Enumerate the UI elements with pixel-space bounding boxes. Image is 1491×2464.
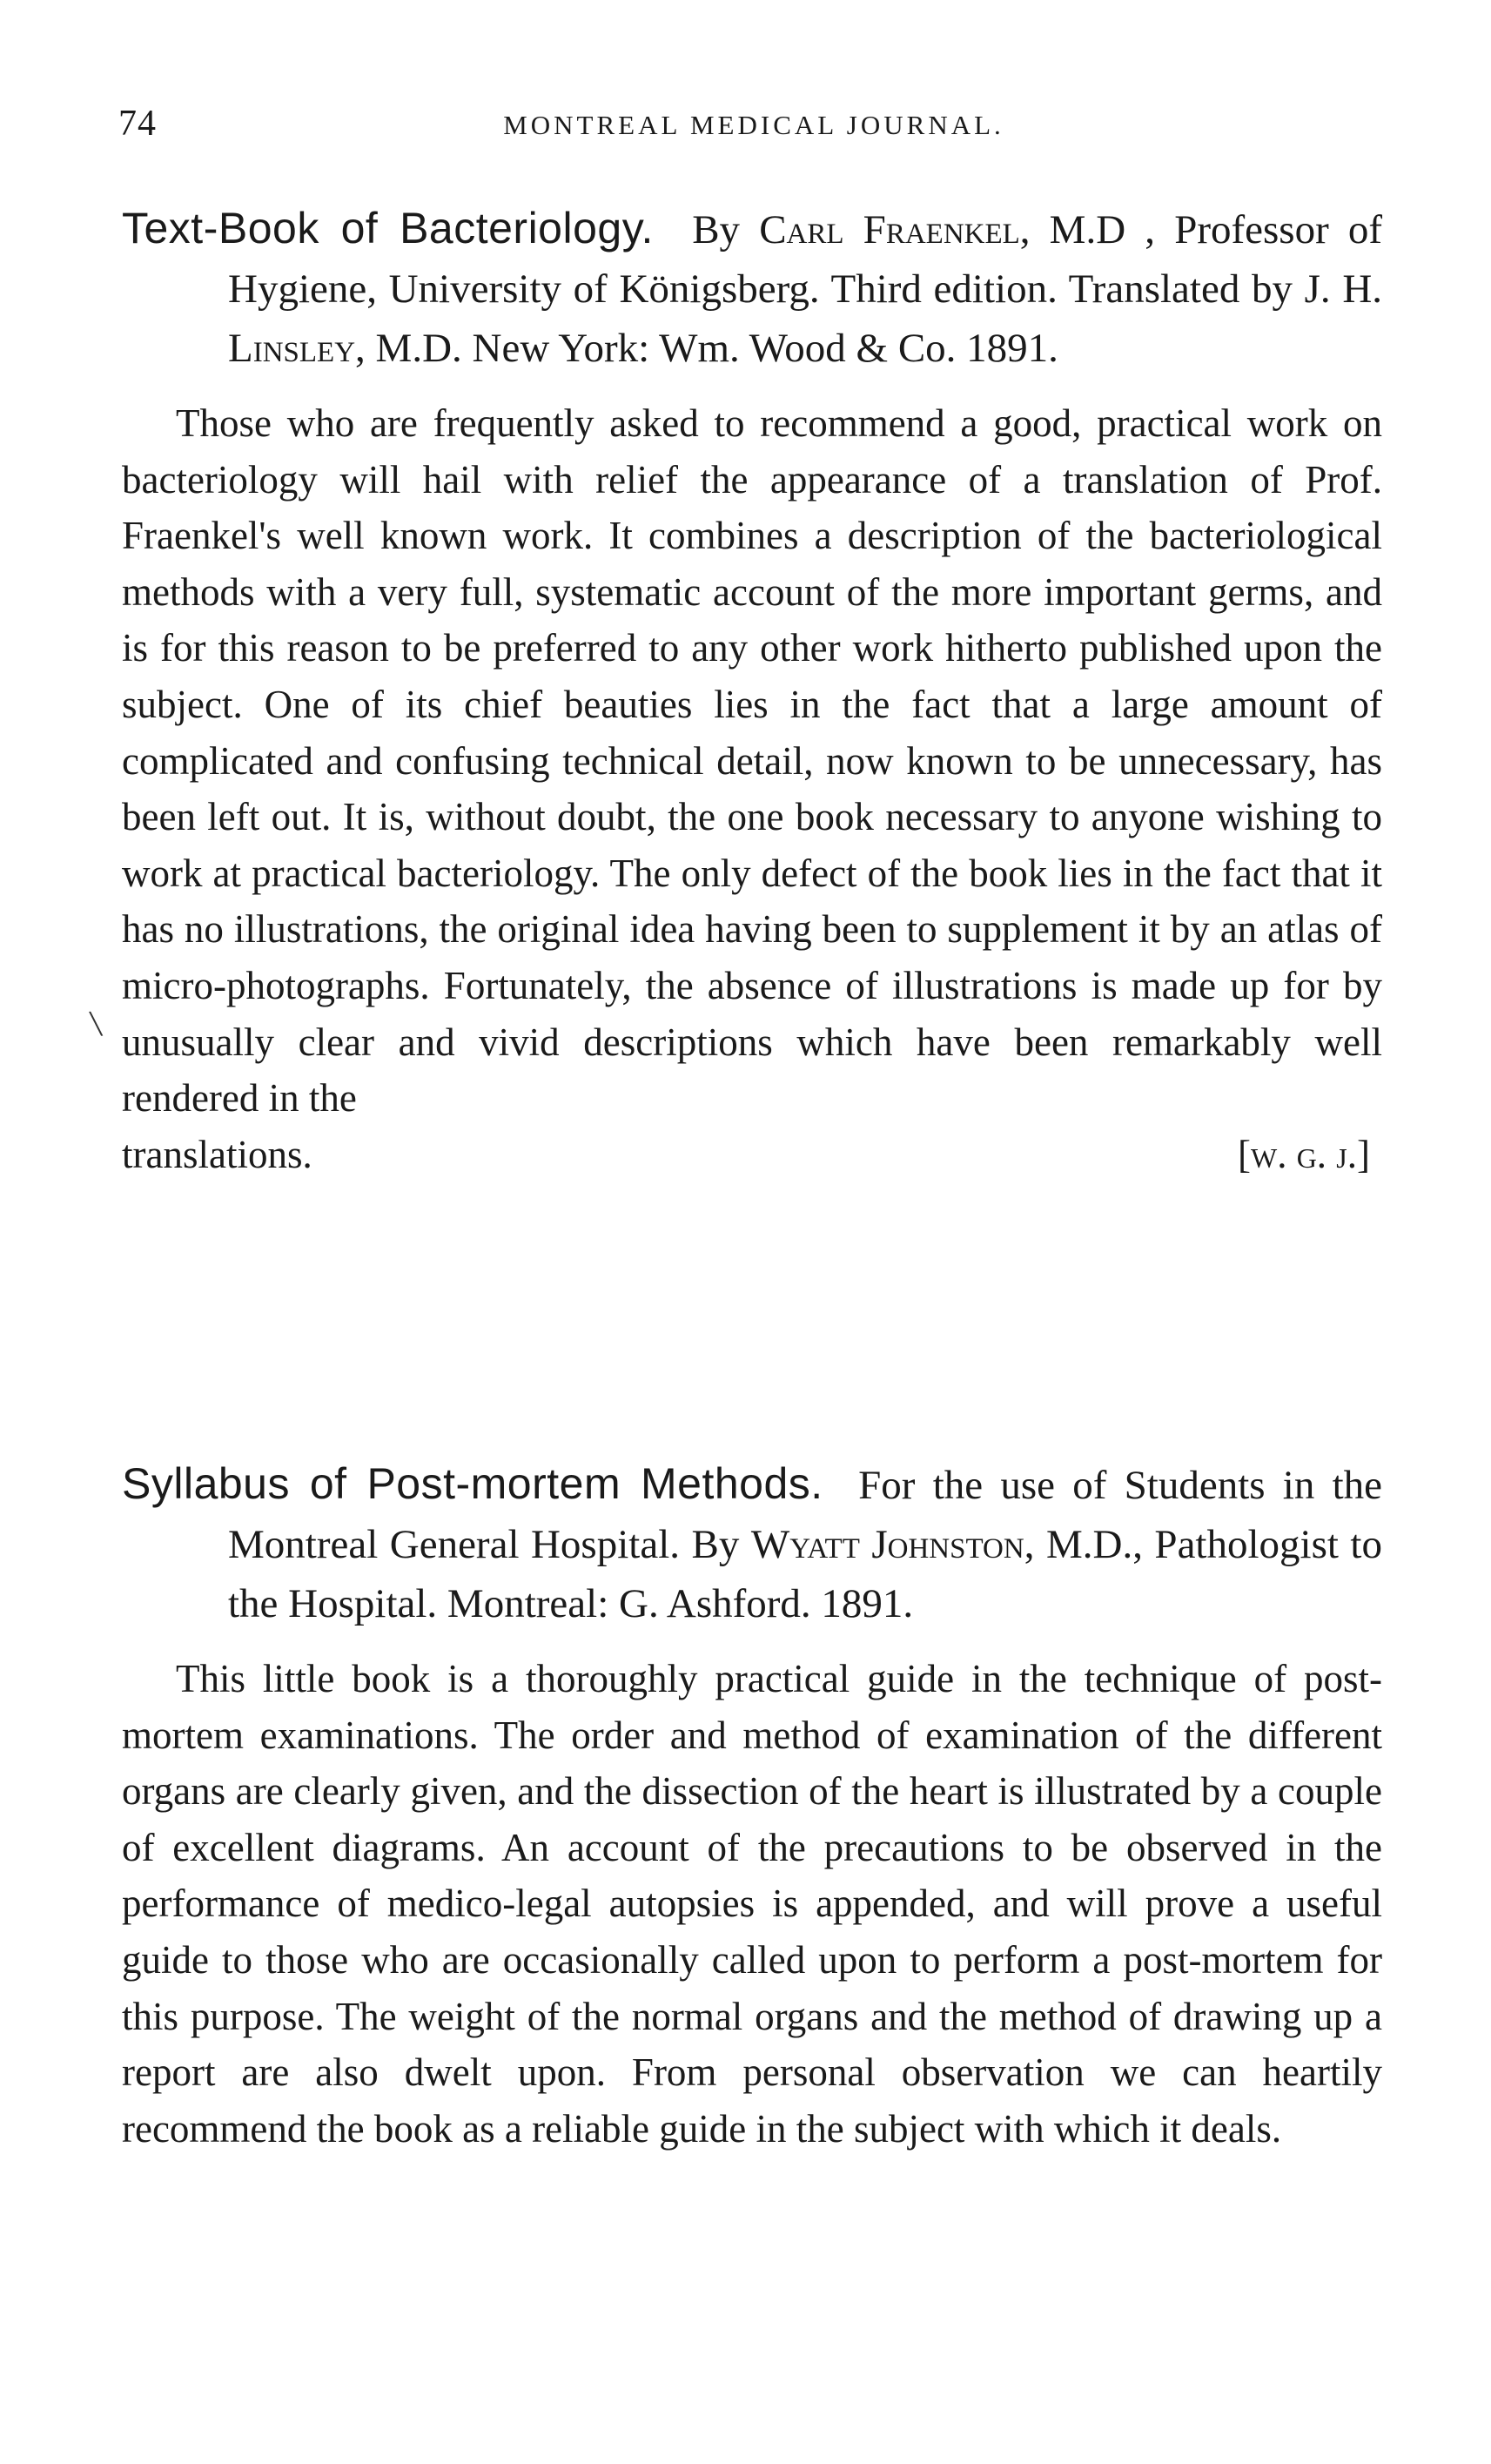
book-title: Text-Book of Bacteriology. bbox=[122, 204, 654, 252]
author-name: Wyatt Johnston bbox=[750, 1522, 1024, 1567]
translator-name: J. H. Linsley bbox=[228, 266, 1383, 371]
review-body: This little book is a thoroughly practical guide in the technique of post-mortem examinations. The order and method of examination of the different organs are clearly given, and the dissection of the heart is illustrated by a couple of excellent diagrams. An account of the precautions to be observed in the performance of medico-legal autopsies is appended, and will prove a useful guide to those who are occasionally called upon to perform a post-mortem for this purpose. The weight of the normal organs and the method of drawing up a report are also dwelt upon. From personal observation we can heartily recommend the book as a reliable guide in the subject with which it deals. bbox=[122, 1657, 1382, 2151]
running-head: MONTREAL MEDICAL JOURNAL. bbox=[503, 110, 1004, 140]
page-header bbox=[118, 103, 1389, 155]
closing-words: translations. bbox=[122, 1132, 312, 1176]
by-word: By bbox=[692, 207, 741, 252]
publication-details: , M.D. New York: Wm. Wood & Co. 1891. bbox=[355, 326, 1058, 371]
publication-details: , M.D., Pathologist to the Hospital. Montreal: G. Ashford. 1891. bbox=[228, 1522, 1382, 1626]
reviewer-initials: [w. g. j.] bbox=[1238, 1132, 1370, 1176]
review-closing-line bbox=[122, 1127, 1382, 1183]
review-post-mortem bbox=[122, 1454, 1382, 2157]
citation bbox=[122, 199, 1382, 378]
page-number: 74 bbox=[118, 104, 157, 144]
citation bbox=[122, 1454, 1382, 1633]
author-name: Carl Fraenkel bbox=[759, 207, 1020, 252]
margin-pencil-mark: \ bbox=[87, 1001, 104, 1046]
review-bacteriology bbox=[122, 199, 1382, 1182]
review-body: Those who are frequently asked to recommend a good, practical work on bacteriology will hail with relief the appearance of a translation of Prof. Fraenkel's well known work. It combines a description of the bacteriological methods with a very full, systematic account of the more important germs, and is for this reason to be preferred to any other work hitherto published upon the subject. One of its chief beauties lies in the fact that a large amount of complicated and confusing technical detail, now known to be unnecessary, has been left out. It is, without doubt, the one book necessary to anyone wishing to work at practical bacteriology. The only defect of the book lies in the fact that it has no illustrations, the original idea having been to supplement it by an atlas of micro-photographs. Fortunately, the absence of illustrations is made up for by unusually clear and vivid descriptions which have been remarkably well rendered in the bbox=[122, 401, 1382, 1121]
book-title: Syllabus of Post-mortem Methods. bbox=[122, 1459, 823, 1508]
author-credentials: , M.D , Professor of Hygiene, University of Königsberg. Third edition. Translated by bbox=[228, 207, 1383, 312]
book-details: For the use of Students in the Montreal General Hospital. By bbox=[228, 1463, 1383, 1567]
